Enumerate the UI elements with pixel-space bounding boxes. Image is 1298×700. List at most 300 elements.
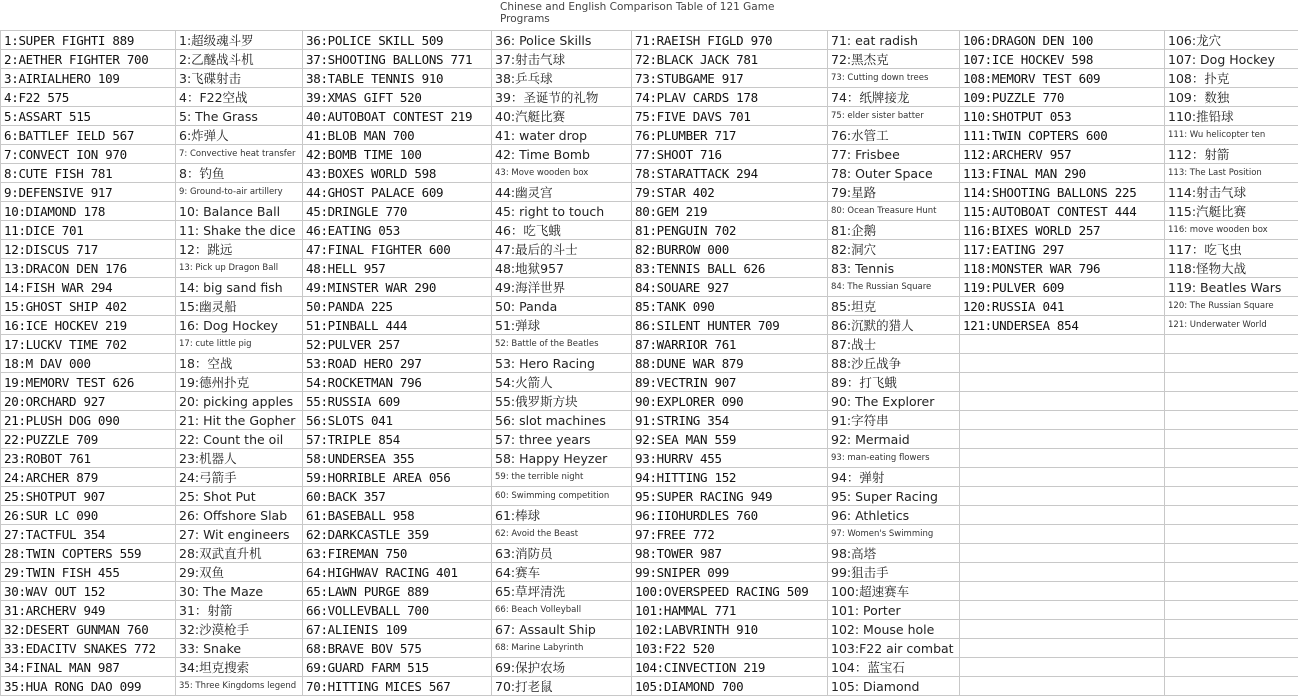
table-row: [1, 335, 1298, 354]
chinese-name-cell: 67: Assault Ship: [492, 620, 632, 639]
chinese-name-cell: [1165, 525, 1298, 544]
chinese-name-cell: [1165, 620, 1298, 639]
chinese-name-cell: 60: Swimming competition: [492, 487, 632, 506]
chinese-name-cell: 88:沙丘战争: [828, 354, 960, 373]
chinese-name-cell: 106:龙穴: [1165, 31, 1298, 50]
english-name-cell: 92:SEA MAN 559: [632, 430, 828, 449]
chinese-name-cell: 64:赛车: [492, 563, 632, 582]
english-name-cell: [960, 411, 1165, 430]
english-name-cell: [960, 468, 1165, 487]
english-name-cell: 12:DISCUS 717: [1, 240, 176, 259]
english-name-cell: 28:TWIN COPTERS 559: [1, 544, 176, 563]
chinese-name-cell: 79:星路: [828, 183, 960, 202]
english-name-cell: 37:SHOOTING BALLONS 771: [303, 50, 492, 69]
english-name-cell: 84:SOUARE 927: [632, 278, 828, 297]
english-name-cell: [960, 449, 1165, 468]
chinese-name-cell: 85:坦克: [828, 297, 960, 316]
chinese-name-cell: 101: Porter: [828, 601, 960, 620]
english-name-cell: 119:PULVER 609: [960, 278, 1165, 297]
english-name-cell: 89:VECTRIN 907: [632, 373, 828, 392]
english-name-cell: 69:GUARD FARM 515: [303, 658, 492, 677]
english-name-cell: 63:FIREMAN 750: [303, 544, 492, 563]
english-name-cell: 55:RUSSIA 609: [303, 392, 492, 411]
english-name-cell: 85:TANK 090: [632, 297, 828, 316]
english-name-cell: 44:GHOST PALACE 609: [303, 183, 492, 202]
english-name-cell: 111:TWIN COPTERS 600: [960, 126, 1165, 145]
chinese-name-cell: 49:海洋世界: [492, 278, 632, 297]
english-name-cell: 110:SHOTPUT 053: [960, 107, 1165, 126]
chinese-name-cell: 103:F22 air combat: [828, 639, 960, 658]
chinese-name-cell: 89：打飞蛾: [828, 373, 960, 392]
english-name-cell: 104:CINVECTION 219: [632, 658, 828, 677]
chinese-name-cell: 65:草坪清洗: [492, 582, 632, 601]
chinese-name-cell: 104：蓝宝石: [828, 658, 960, 677]
english-name-cell: 61:BASEBALL 958: [303, 506, 492, 525]
english-name-cell: 86:SILENT HUNTER 709: [632, 316, 828, 335]
english-name-cell: 81:PENGUIN 702: [632, 221, 828, 240]
english-name-cell: [960, 601, 1165, 620]
chinese-name-cell: 72:黑杰克: [828, 50, 960, 69]
chinese-name-cell: 68: Marine Labyrinth: [492, 639, 632, 658]
chinese-name-cell: 1:超级魂斗罗: [176, 31, 303, 50]
english-name-cell: 102:LABVRINTH 910: [632, 620, 828, 639]
chinese-name-cell: 32:沙漠枪手: [176, 620, 303, 639]
english-name-cell: 65:LAWN PURGE 889: [303, 582, 492, 601]
chinese-name-cell: 117：吃飞虫: [1165, 240, 1298, 259]
table-row: [1, 202, 1298, 221]
english-name-cell: 41:BLOB MAN 700: [303, 126, 492, 145]
english-name-cell: 100:OVERSPEED RACING 509: [632, 582, 828, 601]
english-name-cell: 26:SUR LC 090: [1, 506, 176, 525]
chinese-name-cell: 17: cute little pig: [176, 335, 303, 354]
english-name-cell: 76:PLUMBER 717: [632, 126, 828, 145]
chinese-name-cell: 22: Count the oil: [176, 430, 303, 449]
english-name-cell: 120:RUSSIA 041: [960, 297, 1165, 316]
english-name-cell: 25:SHOTPUT 907: [1, 487, 176, 506]
chinese-name-cell: 55:俄罗斯方块: [492, 392, 632, 411]
chinese-name-cell: 108：扑克: [1165, 69, 1298, 88]
table-row: [1, 31, 1298, 50]
english-name-cell: 20:ORCHARD 927: [1, 392, 176, 411]
chinese-name-cell: 21: Hit the Gopher: [176, 411, 303, 430]
chinese-name-cell: 45: right to touch: [492, 202, 632, 221]
table-row: [1, 183, 1298, 202]
english-name-cell: 19:MEMORV TEST 626: [1, 373, 176, 392]
english-name-cell: 35:HUA RONG DAO 099: [1, 677, 176, 696]
chinese-name-cell: 34:坦克搜索: [176, 658, 303, 677]
english-name-cell: 62:DARKCASTLE 359: [303, 525, 492, 544]
chinese-name-cell: 90: The Explorer: [828, 392, 960, 411]
chinese-name-cell: 19:德州扑克: [176, 373, 303, 392]
english-name-cell: 105:DIAMOND 700: [632, 677, 828, 696]
table-row: [1, 468, 1298, 487]
english-name-cell: 83:TENNIS BALL 626: [632, 259, 828, 278]
chinese-name-cell: 13: Pick up Dragon Ball: [176, 259, 303, 278]
english-name-cell: [960, 677, 1165, 696]
chinese-name-cell: 35: Three Kingdoms legend: [176, 677, 303, 696]
english-name-cell: 4:F22 575: [1, 88, 176, 107]
chinese-name-cell: 15:幽灵船: [176, 297, 303, 316]
english-name-cell: 30:WAV OUT 152: [1, 582, 176, 601]
chinese-name-cell: [1165, 335, 1298, 354]
table-row: [1, 430, 1298, 449]
english-name-cell: 38:TABLE TENNIS 910: [303, 69, 492, 88]
english-name-cell: 73:STUBGAME 917: [632, 69, 828, 88]
chinese-name-cell: 63:消防员: [492, 544, 632, 563]
table-row: [1, 487, 1298, 506]
english-name-cell: 34:FINAL MAN 987: [1, 658, 176, 677]
english-name-cell: 39:XMAS GIFT 520: [303, 88, 492, 107]
english-name-cell: 2:AETHER FIGHTER 700: [1, 50, 176, 69]
chinese-name-cell: 30: The Maze: [176, 582, 303, 601]
english-name-cell: 98:TOWER 987: [632, 544, 828, 563]
chinese-name-cell: 70:打老鼠: [492, 677, 632, 696]
english-name-cell: 49:MINSTER WAR 290: [303, 278, 492, 297]
english-name-cell: 17:LUCKV TIME 702: [1, 335, 176, 354]
english-name-cell: 94:HITTING 152: [632, 468, 828, 487]
english-name-cell: 1:SUPER FIGHTI 889: [1, 31, 176, 50]
table-row: [1, 259, 1298, 278]
chinese-name-cell: 48:地狱957: [492, 259, 632, 278]
chinese-name-cell: 113: The Last Position: [1165, 164, 1298, 183]
chinese-name-cell: 39：圣诞节的礼物: [492, 88, 632, 107]
chinese-name-cell: 8：钓鱼: [176, 164, 303, 183]
english-name-cell: [960, 582, 1165, 601]
page-title: Chinese and English Comparison Table of 121 Game Programs: [500, 1, 775, 25]
table-row: [1, 525, 1298, 544]
english-name-cell: 113:FINAL MAN 290: [960, 164, 1165, 183]
table-row: [1, 278, 1298, 297]
english-name-cell: 36:POLICE SKILL 509: [303, 31, 492, 50]
english-name-cell: 103:F22 520: [632, 639, 828, 658]
english-name-cell: 80:GEM 219: [632, 202, 828, 221]
table-row: [1, 620, 1298, 639]
chinese-name-cell: 57: three years: [492, 430, 632, 449]
chinese-name-cell: [1165, 506, 1298, 525]
english-name-cell: [960, 430, 1165, 449]
chinese-name-cell: 112：射箭: [1165, 145, 1298, 164]
table-row: [1, 582, 1298, 601]
chinese-name-cell: 105: Diamond: [828, 677, 960, 696]
english-name-cell: 31:ARCHERV 949: [1, 601, 176, 620]
chinese-name-cell: 25: Shot Put: [176, 487, 303, 506]
english-name-cell: 112:ARCHERV 957: [960, 145, 1165, 164]
english-name-cell: 50:PANDA 225: [303, 297, 492, 316]
english-name-cell: [960, 639, 1165, 658]
english-name-cell: 24:ARCHER 879: [1, 468, 176, 487]
chinese-name-cell: 29:双鱼: [176, 563, 303, 582]
english-name-cell: [960, 506, 1165, 525]
chinese-name-cell: 52: Battle of the Beatles: [492, 335, 632, 354]
chinese-name-cell: 44:幽灵宫: [492, 183, 632, 202]
chinese-name-cell: 69:保护农场: [492, 658, 632, 677]
english-name-cell: 95:SUPER RACING 949: [632, 487, 828, 506]
english-name-cell: 96:IIOHURDLES 760: [632, 506, 828, 525]
english-name-cell: 6:BATTLEF IELD 567: [1, 126, 176, 145]
chinese-name-cell: [1165, 601, 1298, 620]
english-name-cell: 29:TWIN FISH 455: [1, 563, 176, 582]
table-row: [1, 354, 1298, 373]
table-row: [1, 658, 1298, 677]
chinese-name-cell: [1165, 468, 1298, 487]
chinese-name-cell: 9: Ground-to-air artillery: [176, 183, 303, 202]
chinese-name-cell: 116: move wooden box: [1165, 221, 1298, 240]
english-name-cell: 42:BOMB TIME 100: [303, 145, 492, 164]
english-name-cell: 72:BLACK JACK 781: [632, 50, 828, 69]
chinese-name-cell: [1165, 373, 1298, 392]
chinese-name-cell: 81:企鹅: [828, 221, 960, 240]
chinese-name-cell: 12：跳远: [176, 240, 303, 259]
english-name-cell: [960, 658, 1165, 677]
table-row: [1, 145, 1298, 164]
english-name-cell: [960, 373, 1165, 392]
table-row: [1, 240, 1298, 259]
chinese-name-cell: 58: Happy Heyzer: [492, 449, 632, 468]
chinese-name-cell: 91:字符串: [828, 411, 960, 430]
chinese-name-cell: 7: Convective heat transfer: [176, 145, 303, 164]
english-name-cell: 10:DIAMOND 178: [1, 202, 176, 221]
chinese-name-cell: 92: Mermaid: [828, 430, 960, 449]
chinese-name-cell: 61:棒球: [492, 506, 632, 525]
game-table-body: [1, 31, 1298, 696]
chinese-name-cell: 56: slot machines: [492, 411, 632, 430]
chinese-name-cell: [1165, 392, 1298, 411]
chinese-name-cell: 76:水管工: [828, 126, 960, 145]
chinese-name-cell: 71: eat radish: [828, 31, 960, 50]
english-name-cell: 66:VOLLEVBALL 700: [303, 601, 492, 620]
english-name-cell: 71:RAEISH FIGLD 970: [632, 31, 828, 50]
chinese-name-cell: 16: Dog Hockey: [176, 316, 303, 335]
english-name-cell: 93:HURRV 455: [632, 449, 828, 468]
chinese-name-cell: 3:飞碟射击: [176, 69, 303, 88]
english-name-cell: 79:STAR 402: [632, 183, 828, 202]
english-name-cell: 52:PULVER 257: [303, 335, 492, 354]
english-name-cell: 88:DUNE WAR 879: [632, 354, 828, 373]
english-name-cell: 117:EATING 297: [960, 240, 1165, 259]
english-name-cell: 40:AUTOBOAT CONTEST 219: [303, 107, 492, 126]
chinese-name-cell: [1165, 430, 1298, 449]
english-name-cell: 108:MEMORV TEST 609: [960, 69, 1165, 88]
chinese-name-cell: 28:双武直升机: [176, 544, 303, 563]
chinese-name-cell: 14: big sand fish: [176, 278, 303, 297]
chinese-name-cell: [1165, 487, 1298, 506]
chinese-name-cell: 107: Dog Hockey: [1165, 50, 1298, 69]
english-name-cell: 74:PLAV CARDS 178: [632, 88, 828, 107]
chinese-name-cell: 100:超速赛车: [828, 582, 960, 601]
english-name-cell: 77:SHOOT 716: [632, 145, 828, 164]
english-name-cell: 115:AUTOBOAT CONTEST 444: [960, 202, 1165, 221]
chinese-name-cell: 42: Time Bomb: [492, 145, 632, 164]
chinese-name-cell: 46：吃飞蛾: [492, 221, 632, 240]
chinese-name-cell: 80: Ocean Treasure Hunt: [828, 202, 960, 221]
english-name-cell: 11:DICE 701: [1, 221, 176, 240]
english-name-cell: [960, 392, 1165, 411]
chinese-name-cell: 10: Balance Ball: [176, 202, 303, 221]
chinese-name-cell: 73: Cutting down trees: [828, 69, 960, 88]
table-row: [1, 69, 1298, 88]
chinese-name-cell: 59: the terrible night: [492, 468, 632, 487]
table-row: [1, 297, 1298, 316]
english-name-cell: 91:STRING 354: [632, 411, 828, 430]
chinese-name-cell: 33: Snake: [176, 639, 303, 658]
table-row: [1, 411, 1298, 430]
english-name-cell: 9:DEFENSIVE 917: [1, 183, 176, 202]
table-row: [1, 126, 1298, 145]
english-name-cell: 3:AIRIALHERO 109: [1, 69, 176, 88]
english-name-cell: 47:FINAL FIGHTER 600: [303, 240, 492, 259]
chinese-name-cell: 6:炸弹人: [176, 126, 303, 145]
english-name-cell: 14:FISH WAR 294: [1, 278, 176, 297]
english-name-cell: 21:PLUSH DOG 090: [1, 411, 176, 430]
english-name-cell: [960, 525, 1165, 544]
chinese-name-cell: 96: Athletics: [828, 506, 960, 525]
chinese-name-cell: 95: Super Racing: [828, 487, 960, 506]
english-name-cell: 53:ROAD HERO 297: [303, 354, 492, 373]
english-name-cell: 8:CUTE FISH 781: [1, 164, 176, 183]
chinese-name-cell: 94：弹射: [828, 468, 960, 487]
english-name-cell: 75:FIVE DAVS 701: [632, 107, 828, 126]
chinese-name-cell: 98:高塔: [828, 544, 960, 563]
chinese-name-cell: [1165, 563, 1298, 582]
chinese-name-cell: 50: Panda: [492, 297, 632, 316]
chinese-name-cell: 109：数独: [1165, 88, 1298, 107]
chinese-name-cell: 43: Move wooden box: [492, 164, 632, 183]
english-name-cell: 90:EXPLORER 090: [632, 392, 828, 411]
chinese-name-cell: 83: Tennis: [828, 259, 960, 278]
english-name-cell: 5:ASSART 515: [1, 107, 176, 126]
chinese-name-cell: 5: The Grass: [176, 107, 303, 126]
chinese-name-cell: [1165, 677, 1298, 696]
english-name-cell: 87:WARRIOR 761: [632, 335, 828, 354]
english-name-cell: [960, 335, 1165, 354]
table-row: [1, 563, 1298, 582]
english-name-cell: 60:BACK 357: [303, 487, 492, 506]
english-name-cell: 70:HITTING MICES 567: [303, 677, 492, 696]
chinese-name-cell: 27: Wit engineers: [176, 525, 303, 544]
chinese-name-cell: 118:怪物大战: [1165, 259, 1298, 278]
english-name-cell: 23:ROBOT 761: [1, 449, 176, 468]
english-name-cell: 59:HORRIBLE AREA 056: [303, 468, 492, 487]
chinese-name-cell: 114:射击气球: [1165, 183, 1298, 202]
chinese-name-cell: 82:洞穴: [828, 240, 960, 259]
chinese-name-cell: 86:沉默的猎人: [828, 316, 960, 335]
chinese-name-cell: 62: Avoid the Beast: [492, 525, 632, 544]
chinese-name-cell: 2:乙醚战斗机: [176, 50, 303, 69]
english-name-cell: 101:HAMMAL 771: [632, 601, 828, 620]
chinese-name-cell: 51:弹球: [492, 316, 632, 335]
chinese-name-cell: 37:射击气球: [492, 50, 632, 69]
table-row: [1, 316, 1298, 335]
english-name-cell: 51:PINBALL 444: [303, 316, 492, 335]
table-row: [1, 107, 1298, 126]
chinese-name-cell: 93: man-eating flowers: [828, 449, 960, 468]
table-row: [1, 506, 1298, 525]
table-row: [1, 392, 1298, 411]
chinese-name-cell: [1165, 639, 1298, 658]
chinese-name-cell: 97: Women's Swimming: [828, 525, 960, 544]
english-name-cell: 82:BURROW 000: [632, 240, 828, 259]
chinese-name-cell: 24:弓箭手: [176, 468, 303, 487]
english-name-cell: 121:UNDERSEA 854: [960, 316, 1165, 335]
english-name-cell: [960, 487, 1165, 506]
chinese-name-cell: 36: Police Skills: [492, 31, 632, 50]
chinese-name-cell: 41: water drop: [492, 126, 632, 145]
chinese-name-cell: 47:最后的斗士: [492, 240, 632, 259]
english-name-cell: 7:CONVECT ION 970: [1, 145, 176, 164]
english-name-cell: 33:EDACITV SNAKES 772: [1, 639, 176, 658]
english-name-cell: [960, 563, 1165, 582]
chinese-name-cell: [1165, 582, 1298, 601]
chinese-name-cell: [1165, 411, 1298, 430]
chinese-name-cell: 115:汽艇比赛: [1165, 202, 1298, 221]
english-name-cell: 54:ROCKETMAN 796: [303, 373, 492, 392]
english-name-cell: 78:STARATTACK 294: [632, 164, 828, 183]
english-name-cell: 56:SLOTS 041: [303, 411, 492, 430]
english-name-cell: 114:SHOOTING BALLONS 225: [960, 183, 1165, 202]
english-name-cell: 48:HELL 957: [303, 259, 492, 278]
table-row: [1, 677, 1298, 696]
chinese-name-cell: 31：射箭: [176, 601, 303, 620]
chinese-name-cell: 75: elder sister batter: [828, 107, 960, 126]
english-name-cell: 58:UNDERSEA 355: [303, 449, 492, 468]
english-name-cell: 97:FREE 772: [632, 525, 828, 544]
table-row: [1, 88, 1298, 107]
english-name-cell: [960, 544, 1165, 563]
english-name-cell: 46:EATING 053: [303, 221, 492, 240]
chinese-name-cell: [1165, 658, 1298, 677]
chinese-name-cell: [1165, 354, 1298, 373]
chinese-name-cell: 26: Offshore Slab: [176, 506, 303, 525]
chinese-name-cell: 4：F22空战: [176, 88, 303, 107]
chinese-name-cell: 111: Wu helicopter ten: [1165, 126, 1298, 145]
english-name-cell: 18:M DAV 000: [1, 354, 176, 373]
table-row: [1, 601, 1298, 620]
english-name-cell: 107:ICE HOCKEV 598: [960, 50, 1165, 69]
chinese-name-cell: 110:推铅球: [1165, 107, 1298, 126]
english-name-cell: [960, 354, 1165, 373]
chinese-name-cell: 66: Beach Volleyball: [492, 601, 632, 620]
english-name-cell: 45:DRINGLE 770: [303, 202, 492, 221]
english-name-cell: 106:DRAGON DEN 100: [960, 31, 1165, 50]
english-name-cell: 13:DRACON DEN 176: [1, 259, 176, 278]
english-name-cell: 57:TRIPLE 854: [303, 430, 492, 449]
english-name-cell: 43:BOXES WORLD 598: [303, 164, 492, 183]
chinese-name-cell: 54:火箭人: [492, 373, 632, 392]
table-row: [1, 221, 1298, 240]
english-name-cell: 32:DESERT GUNMAN 760: [1, 620, 176, 639]
chinese-name-cell: 23:机器人: [176, 449, 303, 468]
chinese-name-cell: [1165, 544, 1298, 563]
chinese-name-cell: 78: Outer Space: [828, 164, 960, 183]
english-name-cell: 22:PUZZLE 709: [1, 430, 176, 449]
chinese-name-cell: 99:狙击手: [828, 563, 960, 582]
table-row: [1, 544, 1298, 563]
chinese-name-cell: 18：空战: [176, 354, 303, 373]
chinese-name-cell: 102: Mouse hole: [828, 620, 960, 639]
chinese-name-cell: 120: The Russian Square: [1165, 297, 1298, 316]
chinese-name-cell: 84: The Russian Square: [828, 278, 960, 297]
table-row: [1, 164, 1298, 183]
chinese-name-cell: 119: Beatles Wars: [1165, 278, 1298, 297]
chinese-name-cell: 87:战士: [828, 335, 960, 354]
chinese-name-cell: 20: picking apples: [176, 392, 303, 411]
english-name-cell: 27:TACTFUL 354: [1, 525, 176, 544]
english-name-cell: 15:GHOST SHIP 402: [1, 297, 176, 316]
chinese-name-cell: 38:乒乓球: [492, 69, 632, 88]
chinese-name-cell: 53: Hero Racing: [492, 354, 632, 373]
english-name-cell: 16:ICE HOCKEV 219: [1, 316, 176, 335]
table-row: [1, 373, 1298, 392]
